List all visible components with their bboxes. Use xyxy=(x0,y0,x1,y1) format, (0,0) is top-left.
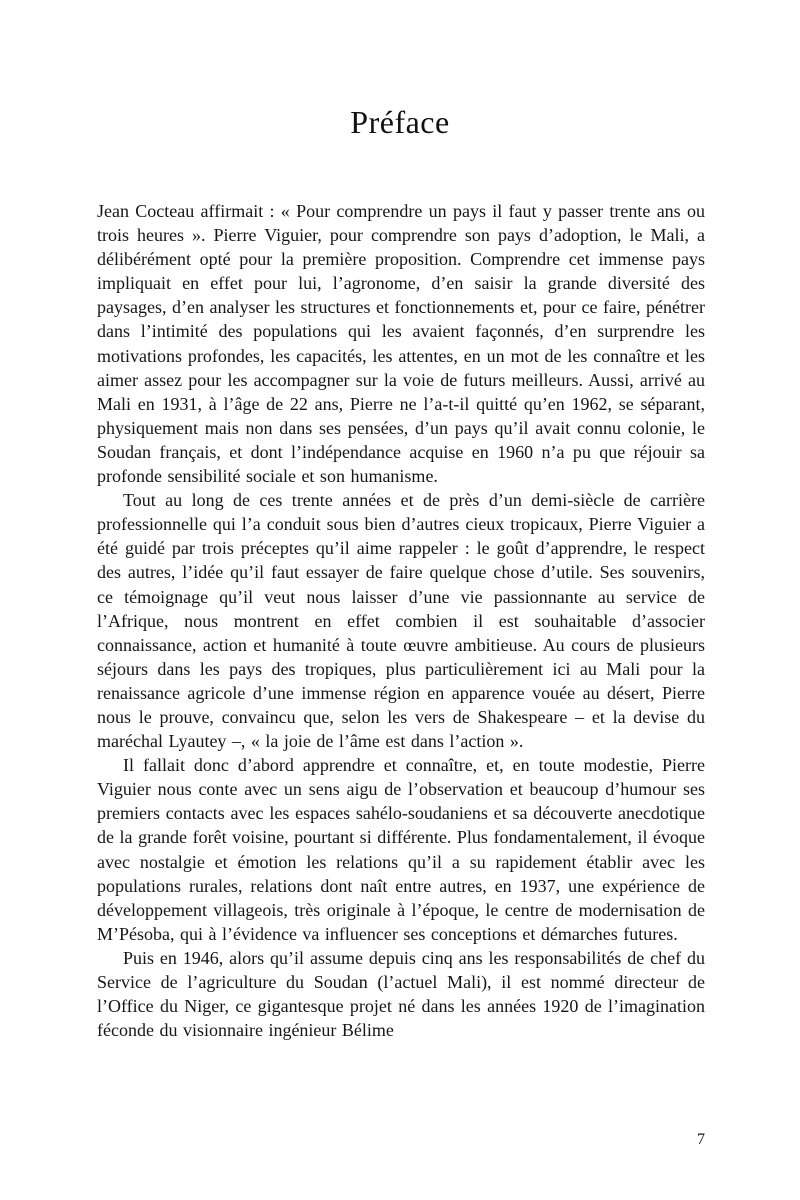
paragraph-4: Puis en 1946, alors qu’il assume depuis cinq ans les responsabilités de chef du Service de l’agriculture du Soudan (l’actuel Mali), il est nommé directeur de l’Office du Niger, ce gigantesque projet né dans les années 1920 de l’imagination féconde du visionnaire ingénieur Bélime xyxy=(97,947,705,1041)
page-body xyxy=(97,199,705,1042)
paragraph-2: Tout au long de ces trente années et de près d’un demi-siècle de carrière professionnelle qui l’a conduit sous bien d’autres cieux tropicaux, Pierre Viguier a été guidé par trois préceptes qu’il aime rappeler : le goût d’apprendre, le respect des autres, l’idée qu’il faut essayer de faire quelque chose d’utile. Ses souvenirs, ce témoignage qu’il veut nous laisser d’une vie passionnante au service de l’Afrique, nous montrent en effet combien il est souhaitable d’associer connaissance, action et humanité à toute œuvre ambitieuse. Au cours de plusieurs séjours dans les pays des tropiques, plus particulièrement ici au Mali pour la renaissance agricole d’une immense région en apparence vouée au désert, Pierre nous le prouve, convaincu que, selon les vers de Shakespeare – et la devise du maréchal Lyautey –, « la joie de l’âme est dans l’action ». xyxy=(97,490,705,752)
paragraph-1: Jean Cocteau affirmait : « Pour comprendre un pays il faut y passer trente ans ou trois heures ». Pierre Viguier, pour comprendre son pays d’adoption, le Mali, a délibérément opté pour la première proposition. Comprendre cet immense pays impliquait en effet pour lui, l’agronome, d’en saisir la grande diversité des paysages, d’en analyser les structures et fonctionnements et, pour ce faire, pénétrer dans l’intimité des populations qui les avaient façonnés, d’en surprendre les motivations profondes, les capacités, les attentes, en un mot de les connaître et les aimer assez pour les accompagner sur la voie de futurs meilleurs. Aussi, arrivé au Mali en 1931, à l’âge de 22 ans, Pierre ne l’a-t-il quitté qu’en 1962, se séparant, physiquement mais non dans ses pensées, d’un pays qu’il avait connu colonie, le Soudan français, et dont l’indépendance acquise en 1960 n’a pu que réjouir sa profonde sensibilité sociale et son humanisme. xyxy=(97,201,705,487)
page-title: Préface xyxy=(350,104,450,140)
page-number: 7 xyxy=(697,1131,705,1148)
paragraph-3: Il fallait donc d’abord apprendre et connaître, et, en toute modestie, Pierre Viguier nous conte avec un sens aigu de l’observation et beaucoup d’humour ses premiers contacts avec les espaces sahélo-soudaniens et sa découverte anecdotique de la grande forêt voisine, pourtant si différente. Plus fondamentalement, il évoque avec nostalgie et émotion les relations qu’il a su rapidement établir avec les populations rurales, relations dont naît entre autres, en 1937, une expérience de développement villageois, très originale à l’époque, le centre de modernisation de M’Pésoba, qui à l’évidence va influencer ses conceptions et démarches futures. xyxy=(97,755,705,944)
